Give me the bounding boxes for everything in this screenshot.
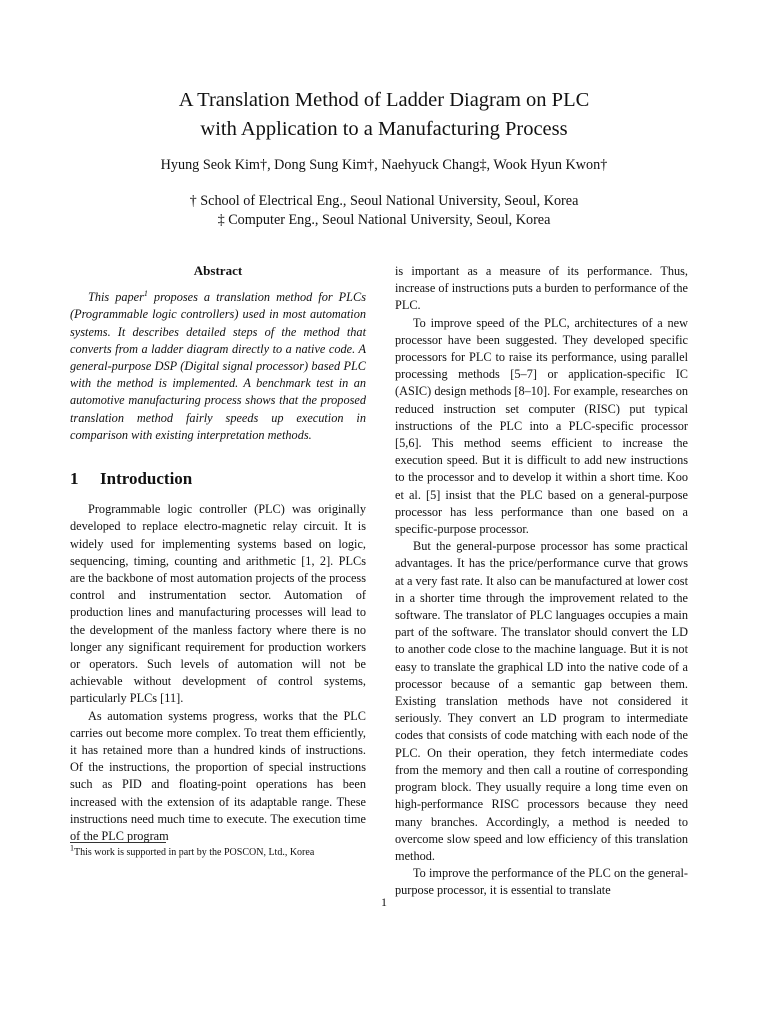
intro-paragraph-3: To improve speed of the PLC, architectures of a new processor have been suggested. They developed specific processors for PLC to raise its performance, using parallel processing methods [5–7] or application-specific IC (ASIC) design methods [8–10]. For example, researches on reduced instruction set computer (RISC) put typical instructions of the PLC into a PLC-specific processor [5,6]. This method seems efficient to increase the execution speed. But it is difficult to add new instructions to the processor and to develop it within a short time. Koo et al. [5] insist that the PLC based on a general-purpose processor has less performance than one based on a specific-purpose processor. <box>395 315 688 537</box>
footnote-text: This work is supported in part by the POSCON, Ltd., Korea <box>74 847 315 858</box>
intro-paragraph-4: But the general-purpose processor has some practical advantages. It has the price/performance curve that grows at a very fast rate. It also can be manufactured at lower cost in a shorter time through the improvement related to the software. The translator of PLC languages occupies a main part of the software. The translator should convert the LD to another code close to the machine language. But it is not easy to translate the graphical LD into the native code of a processor because of a semantic gap between them. Existing translation methods have not considered it seriously. They convert an LD program to intermediate codes that consists of code matching with each node of the PLC. On their operation, they fetch intermediate codes from the memory and then call a routine of corresponding program block. They usually require a long time even on high-performance RISC processors because they need many branches. Accordingly, a method is needed to overcome slow speed and low efficiency of this translation method. <box>395 539 688 863</box>
affiliations <box>60 192 708 230</box>
right-column <box>395 263 688 900</box>
section-title: Introduction <box>100 469 193 489</box>
section-number: 1 <box>70 469 79 489</box>
intro-paragraph-5: To improve the performance of the PLC on the general-purpose processor, it is essential to translate <box>395 866 688 898</box>
title-line-2: with Application to a Manufacturing Process <box>200 118 568 140</box>
paper-title <box>60 86 708 144</box>
author-list: Hyung Seok Kim†, Dong Sung Kim†, Naehyuck Chang‡, Wook Hyun Kwon† <box>160 157 608 173</box>
left-column <box>70 262 366 845</box>
footnote-marker: 1 <box>143 289 148 299</box>
abstract-body <box>70 289 366 444</box>
intro-paragraph-1: Programmable logic controller (PLC) was originally developed to replace electro-magnetic relay circuit. It is widely used for implementing systems based on logic, sequencing, timing, counting and arithmetic [1, 2]. PLCs are the backbone of most automation projects of the process control and instrumentation sector. Automation of production lines and manufacturing processes will lead to the development of the manless factory where there is no longer any significant requirement for production workers or operators. Such levels of automation will not be achievable without development of control systems, particularly PLCs [11]. <box>70 502 366 706</box>
footnote-rule <box>70 842 166 843</box>
page-number: 1 <box>381 895 387 909</box>
abstract-heading: Abstract <box>193 263 243 278</box>
abstract-text: proposes a translation method for PLCs (Programmable logic controllers) used in most automation systems. It describes detailed steps of the method that converts from a ladder diagram directly to a native code. A general-purpose DSP (Digital signal processor) based PLC with the method is implemented. A benchmark test in an automotive manufacturing process shows that the proposed translation method fairly speeds up execution in comparison with existing interpretation methods. <box>70 290 366 442</box>
section-heading-introduction <box>70 470 366 487</box>
intro-paragraph-continued: is important as a measure of its performance. Thus, increase of instructions puts a burden to performance of the PLC. <box>395 264 688 313</box>
abstract-lead: This paper <box>88 290 144 305</box>
intro-paragraph-2: As automation systems progress, works that the PLC carries out become more complex. To treat them efficiently, it has retained more than a hundred kinds of instructions. Of the instructions, the proportion of special instructions such as PID and floating-point operations has been increased with the extension of its adaptable range. These instructions need much time to execute. The execution time of the PLC program <box>70 708 366 844</box>
affiliation-1: † School of Electrical Eng., Seoul National University, Seoul, Korea <box>189 193 579 209</box>
footnote <box>70 842 366 860</box>
affiliation-2: ‡ Computer Eng., Seoul National University, Seoul, Korea <box>217 212 551 228</box>
title-line-1: A Translation Method of Ladder Diagram on PLC <box>178 89 590 111</box>
footnote-number: 1 <box>70 843 74 853</box>
